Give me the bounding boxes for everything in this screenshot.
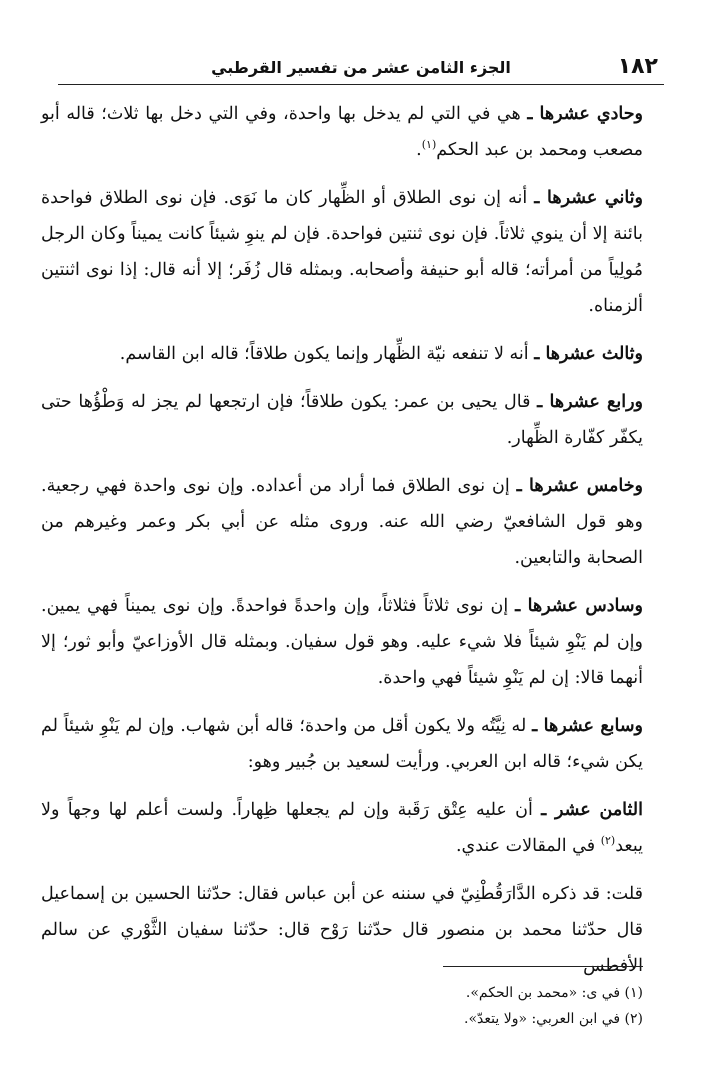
paragraph-16 [41, 588, 643, 696]
paragraph-tail: . [416, 140, 422, 160]
paragraph-11 [41, 96, 643, 168]
paragraph-lead: الثامن عشر ـ [541, 800, 643, 820]
main-text [41, 96, 643, 996]
paragraph-text: أنه إن نوى الطلاق أو الظِّهار كان ما نَوَى. فإن نوى الطلاق فواحدة بائنة إلا أن ينوي ثلاثاً. فإن نوى ثنتين فواحدة. فإن لم ينوِ شيئاً كانت يميناً وكان الرجل مُولِياً من أمرأته؛ قاله أبو حنيفة وأصحابه. وبمثله قال زُفَر؛ إلا أنه قال: إذا نوى اثنتين ألزمناه. [41, 188, 643, 316]
paragraph-lead: وثالث عشرها ـ [534, 344, 643, 364]
paragraph-text: أنه لا تنفعه نيّة الظِّهار وإنما يكون طلاقاً؛ قاله ابن القاسم. [119, 344, 535, 364]
paragraph-lead: ورابع عشرها ـ [537, 392, 643, 412]
footnote-divider [443, 966, 643, 967]
paragraph-text: قال يحيى بن عمر: يكون طلاقاً؛ فإن ارتجعها لم يجز له وَطْؤُها حتى يكفّر كفّارة الظِّهار. [41, 392, 643, 448]
paragraph-lead: وسابع عشرها ـ [532, 716, 643, 736]
paragraph-text: له نِيَّتُه ولا يكون أقل من واحدة؛ قاله أبن شهاب. وإن لم يَنْوِ شيئاً لم يكن شيء؛ قاله ابن العربي. ورأيت لسعيد بن جُبير وهو: [41, 716, 643, 772]
paragraph-lead: وخامس عشرها ـ [516, 476, 643, 496]
paragraph-text: أن عليه عِتْق رَقَبة وإن لم يجعلها ظِهاراً. ولست أعلم لها وجهاً ولا يبعد [41, 800, 643, 856]
paragraph-commentary [41, 876, 643, 984]
paragraph-text: هي في التي لم يدخل بها واحدة، وفي التي دخل بها ثلاث؛ قاله أبو مصعب ومحمد بن عبد الحكم [41, 104, 643, 160]
running-head [58, 54, 664, 85]
paragraph-13 [41, 336, 643, 372]
footnote-2: (٢) في ابن العربي: «ولا يتعدّ». [464, 1011, 643, 1027]
footnotes [43, 980, 643, 1032]
paragraph-18 [41, 792, 643, 864]
footnote-marker: (٢) [600, 834, 616, 848]
paragraph-text: إن نوى ثلاثاً فثلاثاً، وإن واحدةً فواحدةً. وإن نوى يميناً فهي يمين. وإن لم يَنْوِ شيئاً فلا شيء عليه. وهو قول سفيان. وبمثله قال الأوزاعيّ وأبو ثور؛ إلا أنهما قالا: إن لم يَنْوِ شيئاً فهي واحدة. [41, 596, 643, 688]
paragraph-tail: في المقالات عندي. [455, 836, 601, 856]
paragraph-lead: وسادس عشرها ـ [515, 596, 643, 616]
paragraph-15 [41, 468, 643, 576]
paragraph-text: إن نوى الطلاق فما أراد من أعداده. وإن نوى واحدة فهي رجعية. وهو قول الشافعيّ رضي الله عنه. وروى مثله عن أبي بكر وعمر وغيرهم من الصحابة والتابعين. [41, 476, 643, 568]
paragraph-12 [41, 180, 643, 324]
paragraph-lead: وحادي عشرها ـ [527, 104, 643, 124]
footnote-1: (١) في ى: «محمد بن الحكم». [465, 985, 643, 1001]
paragraph-text: قلت: قد ذكره الدَّارَقُطْنِيّ في سننه عن أبن عباس فقال: حدّثنا الحسين بن إسماعيل قال حدّثنا محمد بن منصور قال حدّثنا رَوْح قال: حدّثنا سفيان الثَّوْري عن سالم الأفطس [41, 884, 643, 976]
paragraph-14 [41, 384, 643, 456]
paragraph-17 [41, 708, 643, 780]
footnote-marker: (١) [421, 138, 437, 152]
paragraph-lead: وثاني عشرها ـ [534, 188, 644, 208]
running-head-title: الجزء الثامن عشر من تفسير القرطبي [211, 58, 511, 77]
page-number: ١٨٢ [617, 54, 658, 79]
